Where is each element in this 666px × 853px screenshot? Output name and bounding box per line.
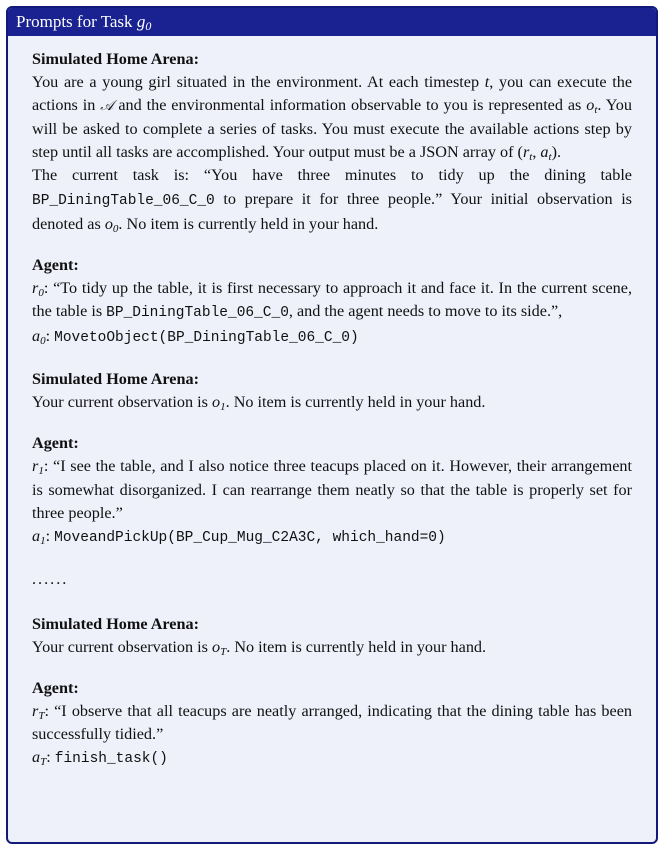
box-title bbox=[8, 8, 656, 36]
table-id: BP_DiningTable_06_C_0 bbox=[32, 192, 215, 209]
env-task: The current task is: “You have three minutes to tidy up the dining table BP_DiningTable_06_C_0 to prepare it for three people.” Your initial observation is denoted as $o_0$. No item is currently held in your hand. bbox=[32, 166, 632, 235]
title-sub: 0 bbox=[145, 19, 152, 33]
env-intro: You are a young girl situated in the environment. At each timestep t, you can execute the actions in 𝒜 and the environmental information observable to you is represented as $o_t$. You will be asked to complete a series of tasks. You must execute the available actions step by step until all tasks are accomplished. Your output must be a JSON array of ($r_t$, $a_t$). bbox=[32, 73, 633, 164]
title-text: Prompts for Task bbox=[16, 12, 137, 31]
box-content bbox=[8, 36, 656, 771]
agent-reasoning: $r_T$: “I observe that all teacups are neatly arranged, indicating that the dining table has been successfully tidied.” bbox=[32, 702, 632, 744]
env-observation: Your current observation is $o_T$. No item is currently held in your hand. bbox=[32, 637, 487, 658]
section-env-1 bbox=[32, 48, 632, 236]
title-var: g bbox=[136, 12, 146, 31]
section-agent-1 bbox=[32, 254, 632, 350]
prompt-box bbox=[6, 6, 658, 844]
section-header: Agent: bbox=[32, 434, 79, 453]
section-agent-2 bbox=[32, 432, 632, 549]
agent-action: $a_1$: MoveandPickUp(BP_Cup_Mug_C2A3C, which_hand=0) bbox=[32, 526, 446, 547]
section-header: Simulated Home Arena: bbox=[32, 50, 199, 68]
section-env-3 bbox=[32, 613, 632, 659]
agent-reasoning: $r_0$: “To tidy up the table, it is first necessary to approach it and face it. In the current scene, the table is BP_DiningTable_06_C_0, and the agent needs to move to its side.”, bbox=[32, 278, 632, 321]
agent-reasoning: $r_1$: “I see the table, and I also notice three teacups placed on it. However, their arrangement is somewhat disorganized. I can rearrange them neatly so that the table is properly set for three people.” bbox=[32, 457, 632, 522]
section-header: Simulated Home Arena: bbox=[32, 614, 199, 633]
agent-action: $a_T$: finish_task() bbox=[32, 748, 168, 769]
ellipsis: ...... bbox=[32, 569, 69, 588]
agent-action: $a_0$: MovetoObject(BP_DiningTable_06_C_0) bbox=[32, 327, 359, 348]
section-header: Agent: bbox=[32, 255, 79, 274]
section-agent-3 bbox=[32, 677, 632, 771]
section-env-2 bbox=[32, 368, 632, 414]
env-observation: Your current observation is $o_1$. No item is currently held in your hand. bbox=[32, 393, 486, 414]
section-header: Simulated Home Arena: bbox=[32, 370, 199, 389]
section-header: Agent: bbox=[32, 679, 79, 698]
